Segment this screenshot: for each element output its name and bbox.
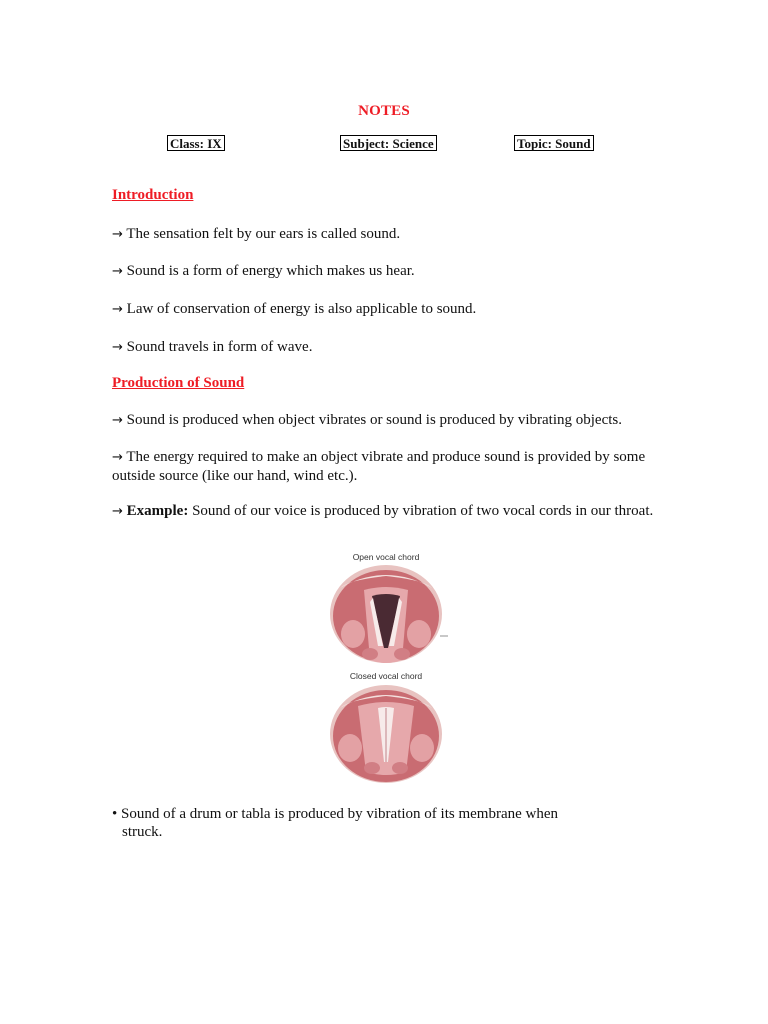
- production-point-1: [112, 411, 692, 430]
- vocal-chord-figure: [326, 548, 451, 788]
- production-point-2: [112, 448, 662, 485]
- arrow-icon: →: [112, 264, 123, 279]
- intro-point-3: [112, 300, 672, 319]
- intro-point-text: Sound is a form of energy which makes us hear.: [126, 263, 415, 279]
- example-text: Sound of our voice is produced by vibration of two vocal cords in our throat.: [188, 503, 654, 519]
- example-label: Example:: [126, 503, 189, 519]
- class-label: Class: IX: [167, 135, 225, 151]
- intro-point-2: [112, 262, 672, 281]
- drum-bullet-point: [112, 805, 612, 841]
- intro-point-4: [112, 338, 672, 357]
- production-heading: Production of Sound: [112, 375, 245, 391]
- intro-point-text: The sensation felt by our ears is called sound.: [126, 226, 401, 242]
- intro-point-text: Law of conservation of energy is also applicable to sound.: [126, 301, 477, 317]
- intro-point-1: [112, 225, 672, 244]
- arrow-icon: →: [112, 302, 123, 317]
- closed-vocal-chord-image: [330, 685, 442, 783]
- topic-label: Topic: Sound: [514, 135, 594, 151]
- page-title: NOTES: [358, 103, 410, 119]
- intro-point-text: Sound travels in form of wave.: [126, 339, 313, 355]
- production-point-text: Sound is produced when object vibrates or sound is produced by vibrating objects.: [126, 412, 622, 428]
- bullet-icon: •: [112, 806, 118, 822]
- closed-vocal-chord-caption: Closed vocal chord: [349, 671, 423, 681]
- production-example: [112, 502, 662, 521]
- bullet-text-line1: Sound of a drum or tabla is produced by vibration of its membrane when: [121, 806, 559, 822]
- introduction-heading: Introduction: [112, 187, 194, 203]
- arrow-icon: →: [112, 450, 123, 465]
- arrow-icon: →: [112, 340, 123, 355]
- arrow-icon: →: [112, 227, 123, 242]
- subject-label: Subject: Science: [340, 135, 437, 151]
- open-vocal-chord-caption: Open vocal chord: [352, 552, 420, 562]
- arrow-icon: →: [112, 413, 123, 428]
- production-point-text: The energy required to make an object vibrate and produce sound is provided by some outside source (like our hand, wind etc.).: [112, 449, 646, 484]
- open-vocal-chord-image: [330, 565, 448, 663]
- arrow-icon: →: [112, 504, 123, 519]
- bullet-text-line2: struck.: [122, 824, 163, 840]
